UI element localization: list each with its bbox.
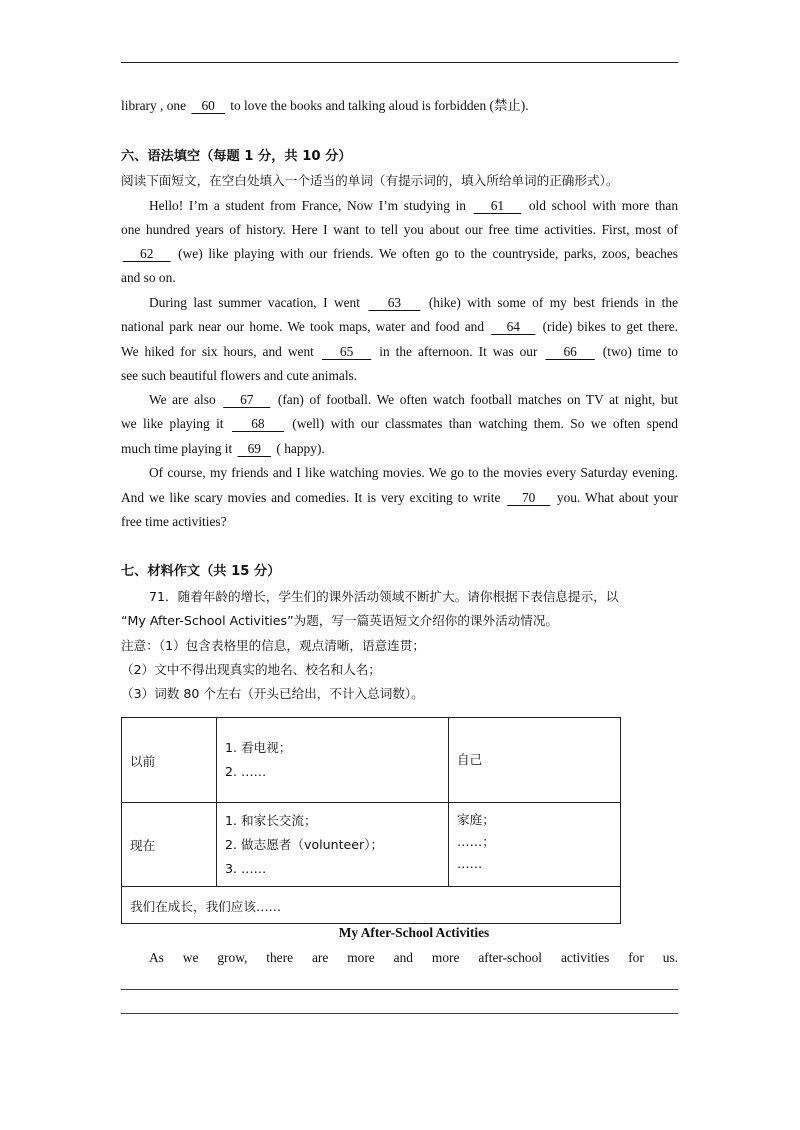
text: (well) with our classmates than watching them. So we often spend [292, 416, 678, 431]
section6-instruction: 阅读下面短文，在空白处填入一个适当的单词（有提示词的，填入所给单词的正确形式）。 [121, 173, 619, 188]
blank-67[interactable]: 67 [240, 392, 254, 407]
list-item: 2. …… [225, 764, 267, 779]
blank-62[interactable]: 62 [140, 246, 154, 261]
note-1: 注意：（1）包含表格里的信息，观点清晰，语意连贯； [121, 638, 425, 653]
blank-61[interactable]: 61 [490, 198, 505, 213]
section7-heading: 七、材料作文（共 15 分） [121, 564, 281, 579]
row-items-now [217, 803, 449, 887]
list-item: 1. 看电视； [225, 740, 292, 755]
blank-69[interactable]: 69 [247, 441, 261, 456]
text: We are also [149, 392, 216, 407]
essay-start: As we grow, there are more and more after-school activities for us. [149, 950, 678, 965]
text: ( happy). [276, 441, 325, 456]
row-right-now [449, 803, 621, 887]
blank-70[interactable]: 70 [521, 490, 536, 505]
text: And we like scary movies and comedies. It is very exciting to write [121, 490, 501, 505]
text: to love the books and talking aloud is forbidden (禁止). [230, 98, 529, 113]
writing-line-1[interactable] [121, 989, 678, 990]
list-item: 2. 做志愿者（volunteer）； [225, 836, 384, 852]
list-item: …… [457, 856, 483, 871]
text: much time playing it [121, 441, 233, 456]
list-item: ……； [457, 834, 495, 849]
question-71-line1: 71．随着年龄的增长，学生们的课外活动领域不断扩大。请你根据下表信息提示，以 [149, 589, 619, 604]
p1-line1 [121, 196, 678, 216]
text: (fan) of football. We often watch football matches on TV at night, but [277, 392, 678, 407]
writing-line-2[interactable] [121, 1013, 678, 1014]
text: in the afternoon. It was our [379, 344, 538, 359]
blank-64[interactable]: 64 [506, 319, 520, 334]
p4-line2 [121, 488, 678, 508]
row-label-before: 以前 [122, 718, 217, 803]
section6-heading: 六、语法填空（每题 1 分，共 10 分） [121, 149, 352, 164]
text: We hiked for six hours, and went [121, 344, 314, 359]
p2-line1 [121, 293, 678, 313]
blank-68[interactable]: 68 [251, 416, 265, 431]
table-row-before [122, 718, 621, 803]
text: old school with more than [528, 198, 679, 213]
info-table [121, 717, 621, 924]
question-71-line2: “My After-School Activities”为题，写一篇英语短文介绍你的课外活动情况。 [121, 613, 559, 628]
list-item: 1. 和家长交流； [225, 812, 317, 828]
table-row-summary [122, 887, 621, 924]
text: During last summer vacation, I went [149, 295, 360, 310]
section5-tail-line [121, 96, 678, 116]
blank-60[interactable]: 60 [201, 98, 215, 113]
table-row-now [122, 803, 621, 887]
row-items-before [217, 718, 449, 803]
text: (two) time to [602, 344, 678, 359]
p3-line2 [121, 414, 678, 434]
p1-line2: one hundred years of history. Here I want to tell you about our free time activities. First, most of [121, 222, 678, 237]
list-item: 3. …… [225, 860, 267, 876]
p3-line3 [121, 439, 678, 459]
text: national park near our home. We took maps, water and food and [121, 319, 485, 334]
top-rule [121, 62, 678, 63]
note-3: （3）词数 80 个左右（开头已给出，不计入总词数）。 [121, 686, 424, 701]
p1-line4: and so on. [121, 270, 176, 285]
blank-65[interactable]: 65 [339, 344, 354, 359]
list-item: 家庭； [457, 812, 495, 827]
text: (we) like playing with our friends. We often go to the countryside, parks, zoos, beaches [178, 246, 679, 261]
blank-66[interactable]: 66 [563, 344, 577, 359]
text: Hello! I’m a student from France, Now I’m studying in [149, 198, 466, 213]
summary-cell: 我们在成长，我们应该…… [122, 887, 621, 924]
row-right-before: 自己 [449, 718, 621, 803]
p1-line3 [121, 244, 678, 264]
text: we like playing it [121, 416, 224, 431]
note-2: （2）文中不得出现真实的地名、校名和人名； [121, 662, 381, 677]
blank-63[interactable]: 63 [387, 295, 402, 310]
p2-line3 [121, 342, 678, 362]
text: (ride) bikes to get there. [542, 319, 678, 334]
text: (hike) with some of my best friends in the [428, 295, 679, 310]
p3-line1 [121, 390, 678, 410]
p2-line2 [121, 317, 678, 337]
text: library , one [121, 98, 187, 113]
p4-line1: Of course, my friends and I like watching movies. We go to the movies every Saturday evening. [149, 465, 678, 480]
essay-title: My After-School Activities [338, 925, 490, 940]
p4-line3: free time activities? [121, 514, 227, 529]
row-label-now: 现在 [122, 803, 217, 887]
text: you. What about your [556, 490, 679, 505]
p2-line4: see such beautiful flowers and cute animals. [121, 368, 358, 383]
